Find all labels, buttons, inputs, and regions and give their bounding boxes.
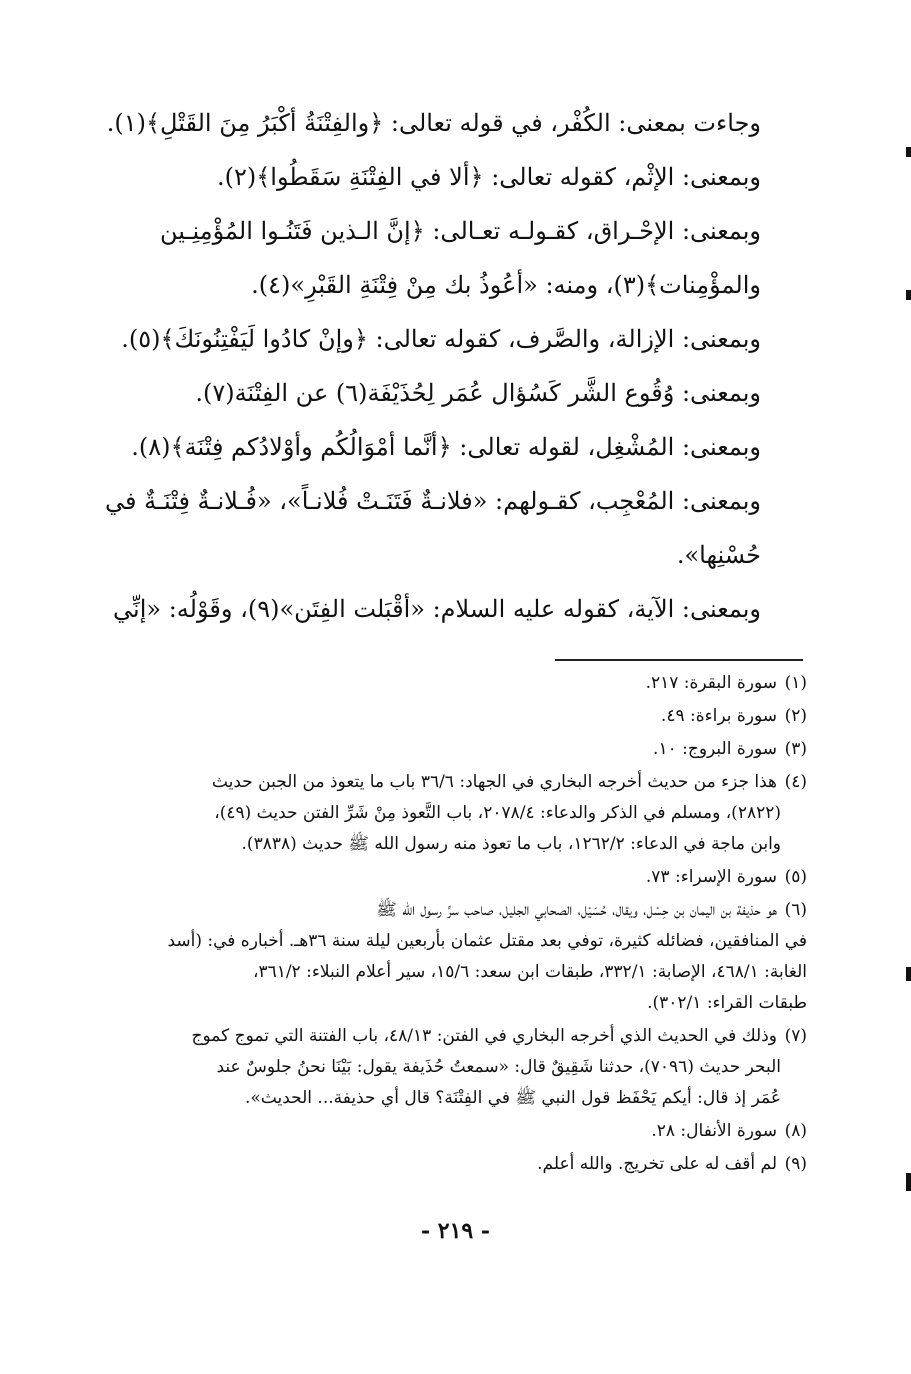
footnote-9 <box>122 1149 807 1180</box>
footnote-text: طبقات القراء: ٣٠٢/١). <box>647 993 807 1013</box>
footnote-number: (١) <box>784 673 807 693</box>
scan-edge-mark <box>906 967 911 981</box>
paragraph-aya: وبمعنى: الآية، كقوله عليه السلام: «أقْبَلت الفِتَن»(٩)، وقَوْلُه: «إنِّي <box>113 595 761 623</box>
footnote-number: (٧) <box>784 1026 807 1046</box>
footnote-text: الغابة: ٤٦٨/١، الإصابة: ٣٣٢/١، طبقات ابن سعد: ١٥/٦، سير أعلام النبلاء: ٣٦١/٢، <box>252 962 807 982</box>
footnote-text: سورة البقرة: ٢١٧. <box>645 673 777 693</box>
footnote-text: سورة براءة: ٤٩. <box>660 706 777 726</box>
paragraph-mujib: وبمعنى: المُعْجِب، كقـولهم: «فلانـةٌ فَتَنَـتْ فُلانـاً»، «فُـلانـةٌ فِتْنَـةٌ في <box>104 487 761 515</box>
footnote-text: هذا جزء من حديث أخرجه البخاري في الجهاد: ٣٦/٦ باب ما يتعوذ من الجبن حديث <box>211 772 777 792</box>
paragraph-ihraq: وبمعنى: الإحْـراق، كقـولـه تعـالى: ﴿إنَّ الـذين فَتَنُـوا المُؤْمِنِـين <box>159 217 761 245</box>
footnote-text: (٢٨٢٢)، ومسلم في الذكر والدعاء: ٢٠٧٨/٤، باب التَّعوذ مِنْ شَرِّ الفتن حديث (٤٩)، <box>214 803 781 823</box>
footnote-text: وذلك في الحديث الذي أخرجه البخاري في الفتن: ٤٨/١٣، باب الفتنة التي تموج كموج <box>191 1026 777 1046</box>
paragraph-wuqu: وبمعنى: وُقُوع الشَّر كَسُؤال عُمَر لِحُذَيْفَة(٦) عن الفِتْنَة(٧). <box>195 379 761 407</box>
footnotes <box>122 668 807 1182</box>
page-number: - ٢١٩ - <box>420 1218 491 1244</box>
footnote-8 <box>122 1116 807 1147</box>
footnote-1 <box>122 668 807 699</box>
main-text <box>104 96 761 636</box>
footnote-3 <box>122 734 807 765</box>
footnote-separator <box>555 659 803 661</box>
footnote-number: (٦) <box>784 900 807 920</box>
footnote-text: وابن ماجة في الدعاء: ١٢٦٢/٢، باب ما تعوذ منه رسول الله ﷺ حديث (٣٨٣٨). <box>241 834 781 854</box>
footnote-2 <box>122 701 807 732</box>
footnote-text: لم أقف له على تخريج. والله أعلم. <box>537 1154 777 1174</box>
scan-edge-mark <box>906 290 911 300</box>
paragraph-mushghil: وبمعنى: المُشْغِل، لقوله تعالى: ﴿أنَّما أمْوَالُكُم وأوْلادُكم فِتْنَة﴾(٨). <box>131 433 761 461</box>
scan-edge-mark <box>906 147 911 157</box>
footnote-text: البحر حديث (٧٠٩٦)، حدثنا شَقِيقٌ قال: «سمعتُ حُذَيفة يقول: بَيْنَا نحنُ جلوسٌ عند <box>216 1057 781 1077</box>
scan-edge-mark <box>906 1173 911 1191</box>
footnote-6 <box>122 895 807 1019</box>
paragraph-ithm: وبمعنى: الإثْم، كقوله تعالى: ﴿ألا في الفِتْنَةِ سَقَطُوا﴾(٢). <box>216 163 761 191</box>
footnote-5 <box>122 862 807 893</box>
footnote-number: (٥) <box>784 867 807 887</box>
footnote-number: (٣) <box>784 739 807 759</box>
footnote-number: (٢) <box>784 706 807 726</box>
paragraph-ihraq-cont: والمؤْمِنات﴾(٣)، ومنه: «أعُوذُ بك مِنْ فِتْنَةِ القَبْرِ»(٤). <box>251 271 761 299</box>
footnote-text: سورة الأنفال: ٢٨. <box>651 1121 777 1141</box>
footnote-number: (٨) <box>784 1121 807 1141</box>
paragraph-izala: وبمعنى: الإزالة، والصَّرف، كقوله تعالى: ﴿وإنْ كادُوا لَيَفْتِنُونَكَ﴾(٥). <box>121 325 761 353</box>
footnote-text: هو حذيفة بن اليمان بن حِسْل، ويقال، حُسَيْل، الصحابي الجليل، صاحب سرِّ رسول الله ﷺ <box>376 900 777 920</box>
footnote-text: في المنافقين، فضائله كثيرة، توفي بعد مقتل عثمان بأربعين ليلة سنة ٣٦هـ. أخباره في: (أسد <box>167 931 807 951</box>
footnote-4 <box>122 767 807 860</box>
footnote-number: (٩) <box>784 1154 807 1174</box>
paragraph-mujib-cont: حُسْنِها». <box>676 541 761 569</box>
footnote-number: (٤) <box>784 772 807 792</box>
footnote-text: سورة البروج: ١٠. <box>653 739 777 759</box>
footnote-text: سورة الإسراء: ٧٣. <box>645 867 777 887</box>
footnote-7 <box>122 1021 807 1114</box>
footnote-text: عُمَر إذ قال: أيكم يَحْفَظ قول النبي ﷺ في الفِتْنَة؟ قال أي حذيفة... الحديث». <box>244 1088 781 1108</box>
paragraph-kufr: وجاءت بمعنى: الكُفْر، في قوله تعالى: ﴿والفِتْنَةُ أكْبَرُ مِنَ القَتْلِ﴾(١). <box>106 109 761 137</box>
